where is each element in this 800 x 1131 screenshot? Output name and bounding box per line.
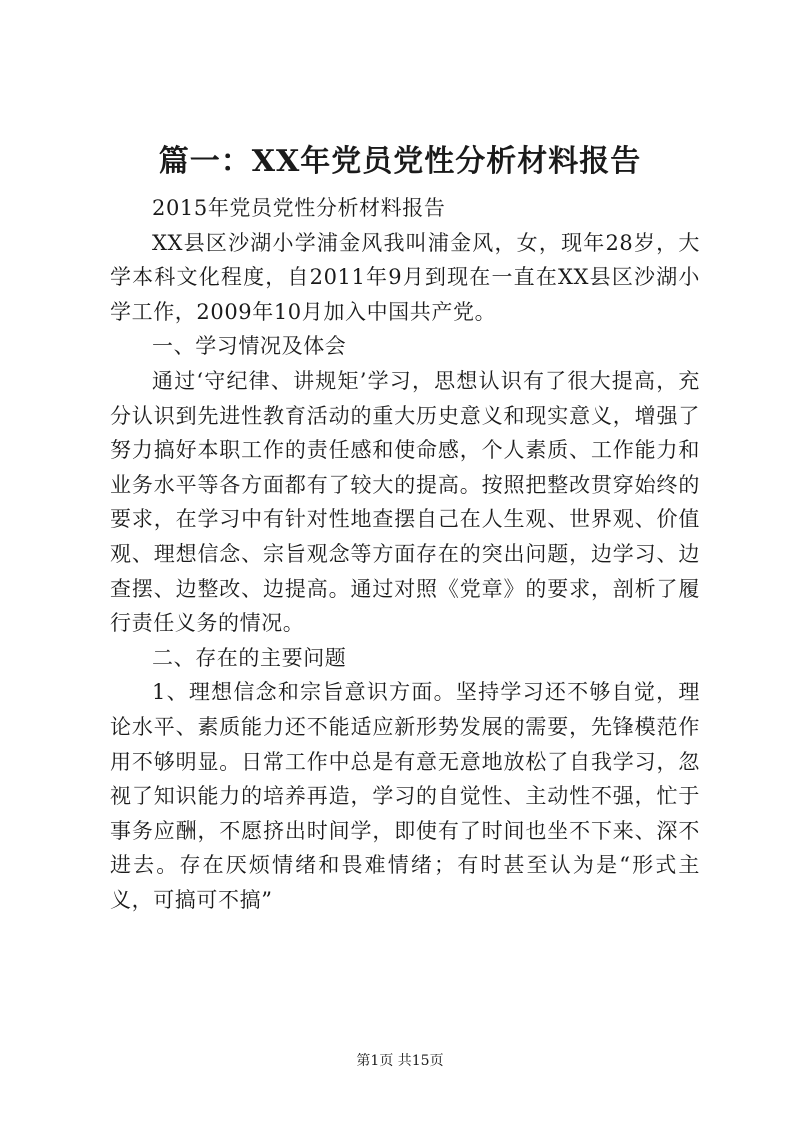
page-number: 第1页 共15页	[356, 1053, 444, 1069]
section-heading-problems: 二、存在的主要问题	[152, 645, 347, 670]
paragraph-subtitle: 2015年党员党性分析材料报告	[152, 196, 446, 220]
paragraph-problems: 1、理想信念和宗旨意识方面。坚持学习还不够自觉，理论水平、素质能力还不能适应新形势发展的需要，先锋模范作用不够明显。日常工作中总是有意无意地放松了自我学习，忽视了知识能力的培养再造，学习的自觉性、主动性不强，忙于事务应酬，不愿挤出时间学，即使有了时间也坐不下来、深不进去。存在厌烦情绪和畏难情绪；有时甚至认为是“形式主义，可搞可不搞”	[110, 680, 700, 912]
paragraph-intro: XX县区沙湖小学浦金风我叫浦金风，女，现年28岁，大学本科文化程度，自2011年9月到现在一直在XX县区沙湖小学工作，2009年10月加入中国共产党。	[110, 230, 700, 324]
document-title: 篇一：XX年党员党性分析材料报告	[158, 144, 642, 179]
paragraph-study: 通过‘守纪律、讲规矩’学习，思想认识有了很大提高，充分认识到先进性教育活动的重大历史意义和现实意义，增强了努力搞好本职工作的责任感和使命感，个人素质、工作能力和业务水平等各方面都有了较大的提高。按照把整改贯穿始终的要求，在学习中有针对性地查摆自己在人生观、世界观、价值观、理想信念、宗旨观念等方面存在的突出问题，边学习、边查摆、边整改、边提高。通过对照《党章》的要求，剖析了履行责任义务的情况。	[110, 368, 700, 636]
section-heading-study: 一、学习情况及体会	[152, 334, 347, 359]
document-body	[110, 191, 700, 917]
